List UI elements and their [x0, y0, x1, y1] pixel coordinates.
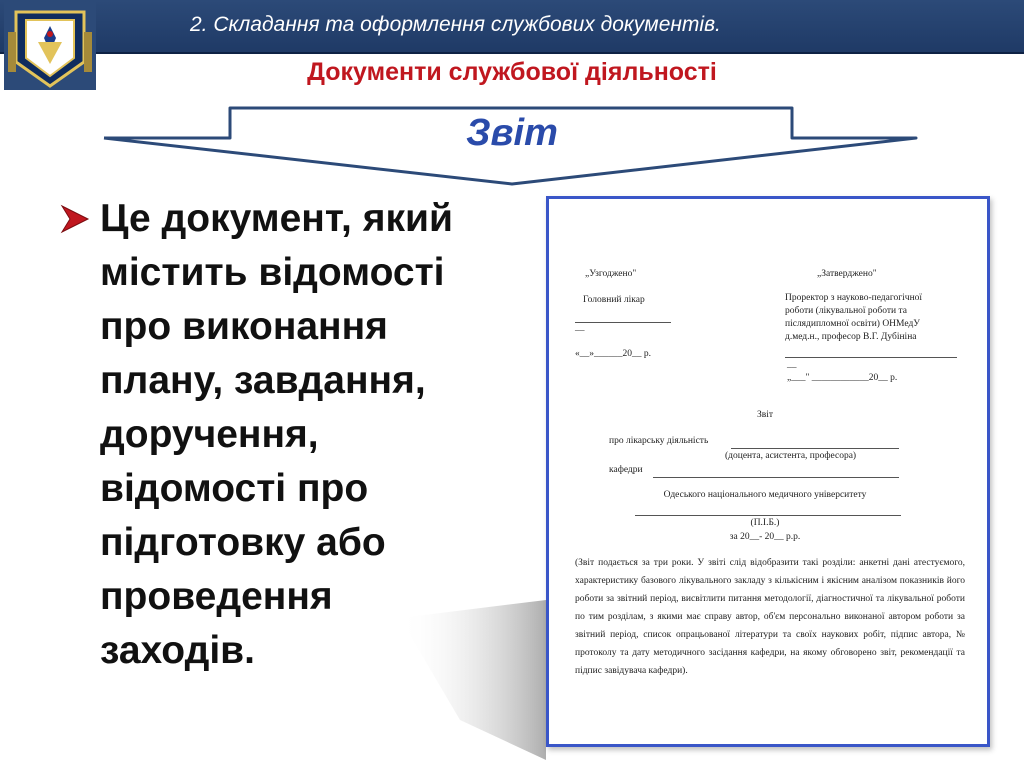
signature-line: [785, 357, 957, 358]
left-stamp-title: „Узгоджено": [585, 269, 637, 279]
about-label: про лікарську діяльність: [609, 436, 709, 446]
definition-line: відомості про: [100, 467, 369, 510]
report-document-sample: [546, 196, 990, 747]
fill-line: [731, 448, 899, 449]
document-heading: Звіт: [756, 410, 774, 420]
definition-line: заходів.: [100, 629, 255, 672]
arrow-bullet-icon: [58, 202, 92, 236]
definition-line: доручення,: [100, 413, 319, 456]
right-stamp-date: „___" ____________20__ р.: [787, 373, 898, 383]
about-hint: (доцента, асистента, професора): [725, 451, 857, 461]
report-instructions: (Звіт подається за три роки. У звіті слід відобразити такі розділи: анкетні дані атестуємого, характеристику базового лікувального закладу з кількісним і якісним аналізом показників його роботи за звітний період, висвітлити питання методології, діагностичної та лікувальної роботи по тим розділам, з якими має справу автор, об'єм персонально виконаної автором роботи за звітний період, список опрацьованої літератури та своїх наукових робіт, підпис автора, № протоколу та дату методичного засідання кафедри, на якому обговорено звіт, рекомендації та підпис завідувача кафедри).: [575, 558, 965, 676]
coat-of-arms-icon: [4, 2, 96, 90]
definition-line: проведення: [100, 575, 333, 618]
section-subtitle: Документи службової діяльності: [307, 58, 717, 86]
right-stamp-title: „Затверджено": [817, 269, 877, 279]
definition-line: Це документ, який: [100, 197, 453, 240]
fill-line: [653, 477, 899, 478]
fill-line: [635, 515, 901, 516]
definition-line: містить відомості: [100, 251, 445, 294]
header-bar: [0, 0, 1024, 54]
right-stamp-line: роботи (лікувальної роботи та: [785, 306, 907, 316]
signature-line: [575, 322, 671, 323]
pib-label: (П.І.Б.): [750, 518, 780, 528]
right-stamp-line: Проректор з науково-педагогічної: [785, 293, 923, 303]
right-stamp-line: д.мед.н., професор В.Г. Дубініна: [785, 332, 917, 342]
definition-line: плану, завдання,: [100, 359, 426, 402]
definition-line: про виконання: [100, 305, 388, 348]
university-name: Одеського національного медичного університету: [663, 490, 867, 500]
arrow-title: Звіт: [466, 112, 558, 154]
left-stamp-date: «__»______20__ р.: [575, 349, 651, 359]
period-label: за 20__- 20__ р.р.: [729, 532, 801, 542]
left-stamp-role: Головний лікар: [583, 295, 645, 305]
right-stamp-line: післядипломної освіти) ОНМедУ: [785, 319, 921, 329]
header-title: 2. Складання та оформлення службових документів.: [190, 13, 721, 36]
left-stamp-dash: __: [575, 323, 585, 333]
right-stamp-dash: __: [787, 360, 797, 370]
dept-label: кафедри: [609, 465, 643, 475]
definition-line: підготовку або: [100, 521, 386, 564]
